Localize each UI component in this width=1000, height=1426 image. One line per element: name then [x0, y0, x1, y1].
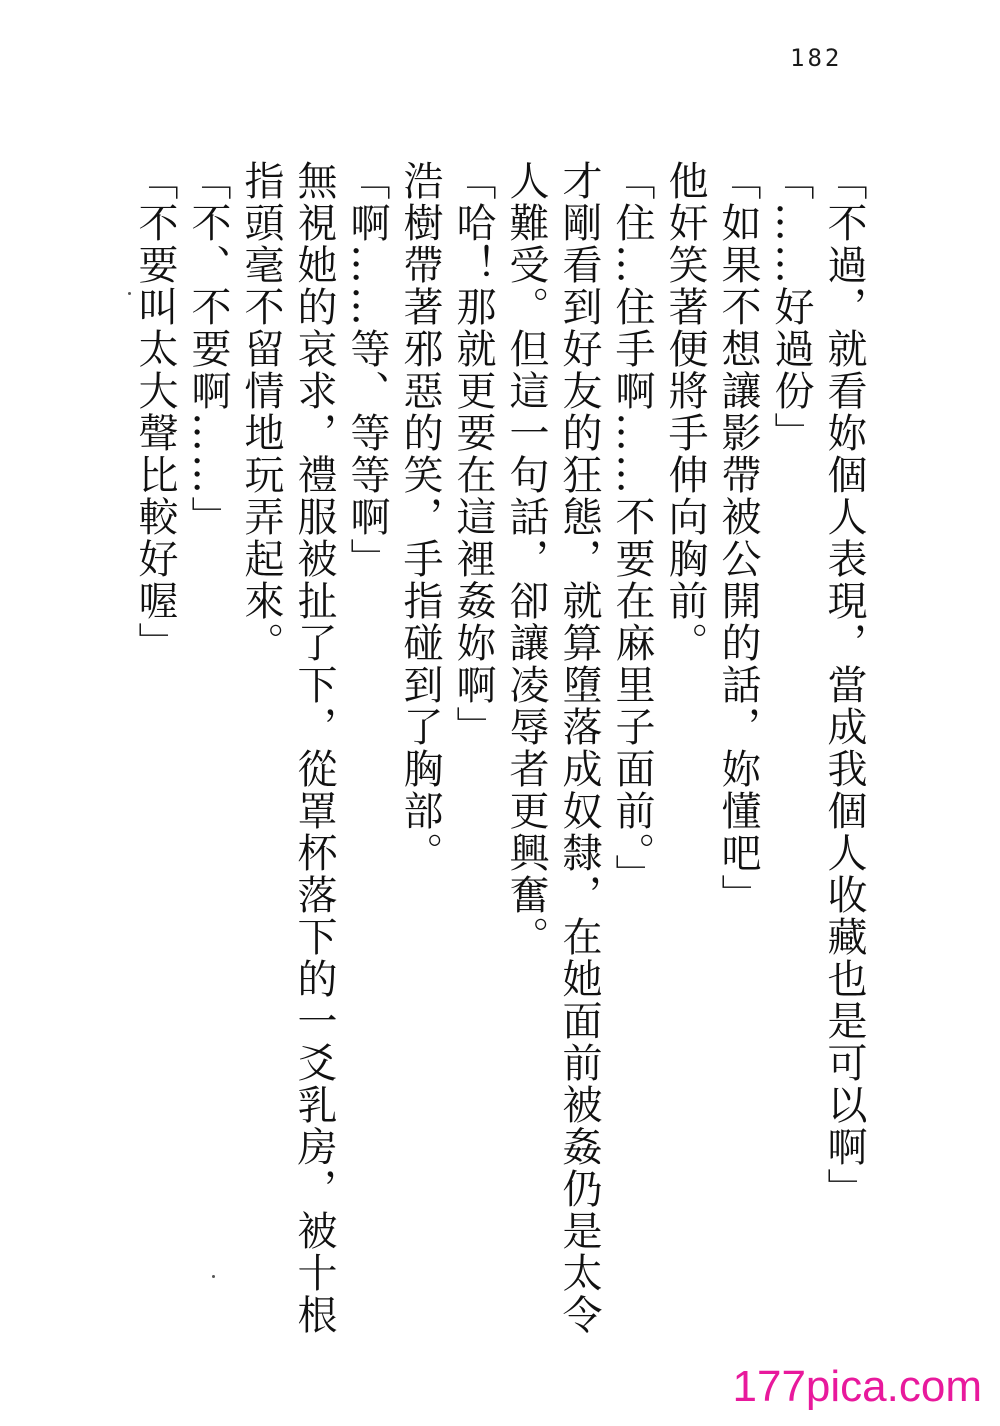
- body-text: [128, 160, 870, 1336]
- text-line: 他奸笑著便將手伸向胸前。: [662, 160, 708, 664]
- text-line: 「不要叫太大聲比較好喔」: [132, 160, 178, 664]
- site-watermark: 177pica.com: [732, 1362, 982, 1411]
- text-line: 浩樹帶著邪惡的笑，手指碰到了胸部。: [397, 160, 443, 874]
- text-line: 「不過，就看妳個人表現，當成我個人收藏也是可以啊」: [821, 160, 867, 1210]
- text-line: 才剛看到好友的狂態，就算墮落成奴隸，在她面前被姦仍是太令: [556, 160, 602, 1336]
- page-number: 182: [790, 44, 843, 72]
- text-line: 「住…住手啊……不要在麻里子面前。」: [609, 160, 655, 896]
- text-line: 「哈！那就更要在這裡姦妳啊」: [450, 160, 496, 748]
- scan-speck: [128, 292, 131, 295]
- scan-speck: [212, 1275, 215, 1278]
- text-line: 「如果不想讓影帶被公開的話，妳懂吧」: [715, 160, 761, 916]
- text-line: 指頭毫不留情地玩弄起來。: [238, 160, 284, 664]
- text-line: 「不、不要啊……」: [185, 160, 231, 538]
- text-line: 「啊……等、等等啊」: [344, 160, 390, 580]
- text-line: 人難受。但這一句話，卻讓凌辱者更興奮。: [503, 160, 549, 958]
- text-line: 無視她的哀求，禮服被扯了下，從罩杯落下的一爻乳房，被十根: [291, 160, 337, 1336]
- text-line: 「……好過份」: [768, 160, 814, 454]
